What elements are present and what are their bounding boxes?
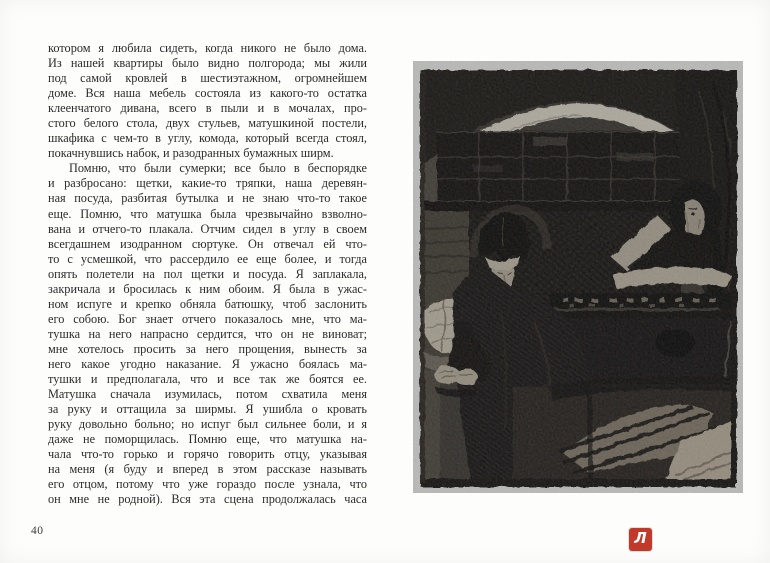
text-line: покачнувшись набок, и разодранных бумажных ширм. bbox=[48, 146, 334, 161]
text-line: его отцом, потому что уже гораздо после узнала, что bbox=[48, 477, 367, 492]
text-line: то с усмешкой, что рассердило ее еще более, и тогда bbox=[48, 251, 367, 266]
text-line: его собою. Бог знает отчего показалось мне, что ма- bbox=[48, 311, 367, 326]
text-line: за руку и оттащила за ширмы. Я ушибла о кровать bbox=[48, 402, 367, 417]
text-line: даже не поморщилась. Помню еще, что матушка на- bbox=[48, 432, 367, 447]
text-line: Из нашей квартиры было видно полгорода; мы жили bbox=[48, 56, 367, 71]
text-line: мне хотелось просить за него прощения, вынесть за bbox=[48, 341, 367, 356]
text-line: вана и отчего-то плакала. Отчим сидел в углу в своем bbox=[48, 221, 367, 236]
text-line: Помню, что были сумерки; все было в беспорядке bbox=[69, 161, 367, 176]
grain-highlight-overlay bbox=[420, 70, 736, 484]
text-line: него какое угодно наказание. Я ужасно боялась ма- bbox=[48, 356, 367, 371]
text-line: всегдашнем изодранном сюртуке. Он отвечал ей что- bbox=[48, 236, 367, 251]
text-line: доме. Вся наша мебель состояла из какого-то остатка bbox=[48, 86, 367, 101]
text-line: тушки и предполагала, что и все так же боятся ее. bbox=[48, 372, 367, 387]
page-number: 40 bbox=[31, 525, 44, 537]
text-line: Матушка сначала изумилась, потом схватила меня bbox=[48, 387, 367, 402]
labirint-watermark bbox=[629, 528, 652, 551]
text-line: ном испуге и крепко обняла батюшку, чтоб заслонить bbox=[48, 296, 367, 311]
book-illustration bbox=[413, 61, 743, 493]
watermark-letter: Л bbox=[634, 529, 647, 547]
text-line: руку довольно больно; но испуг был сильнее боли, и я bbox=[48, 417, 367, 432]
text-line: стого белого стола, двух стульев, матушкиной постели, bbox=[48, 116, 367, 131]
text-line: на меня (я буду и вперед в этом рассказе называть bbox=[48, 462, 367, 477]
text-line: опять полетели на пол щетки и посуда. Я заплакала, bbox=[48, 266, 367, 281]
text-line: ная посуда, разбитая бутылка и не знаю что-то такое bbox=[48, 191, 367, 206]
text-line: под самой кровлей в шестиэтажном, огромнейшем bbox=[48, 71, 367, 86]
text-line: клеенчатого дивана, всего в пыли и в мочалах, про- bbox=[48, 101, 367, 116]
text-line: закричала и бросилась к ним обоим. Я была в ужас- bbox=[48, 281, 367, 296]
text-line: еще. Помню, что матушка была чрезвычайно взволно- bbox=[48, 206, 367, 221]
body-text bbox=[48, 41, 367, 507]
text-line: и разбросано: щетки, какие-то тряпки, наша деревян- bbox=[48, 176, 367, 191]
text-line: чала что-то горько и горячо говорить отцу, указывая bbox=[48, 447, 367, 462]
text-line: котором я любила сидеть, когда никого не было дома. bbox=[48, 41, 367, 55]
text-line: тушка на него напрасно сердится, что он не виноват; bbox=[48, 326, 367, 341]
text-line: он мне не родной). Вся эта сцена продолжалась часа bbox=[48, 492, 367, 507]
text-line: шкафика с чем-то в углу, комода, который всегда стоял, bbox=[48, 131, 367, 146]
right-page bbox=[385, 0, 770, 563]
